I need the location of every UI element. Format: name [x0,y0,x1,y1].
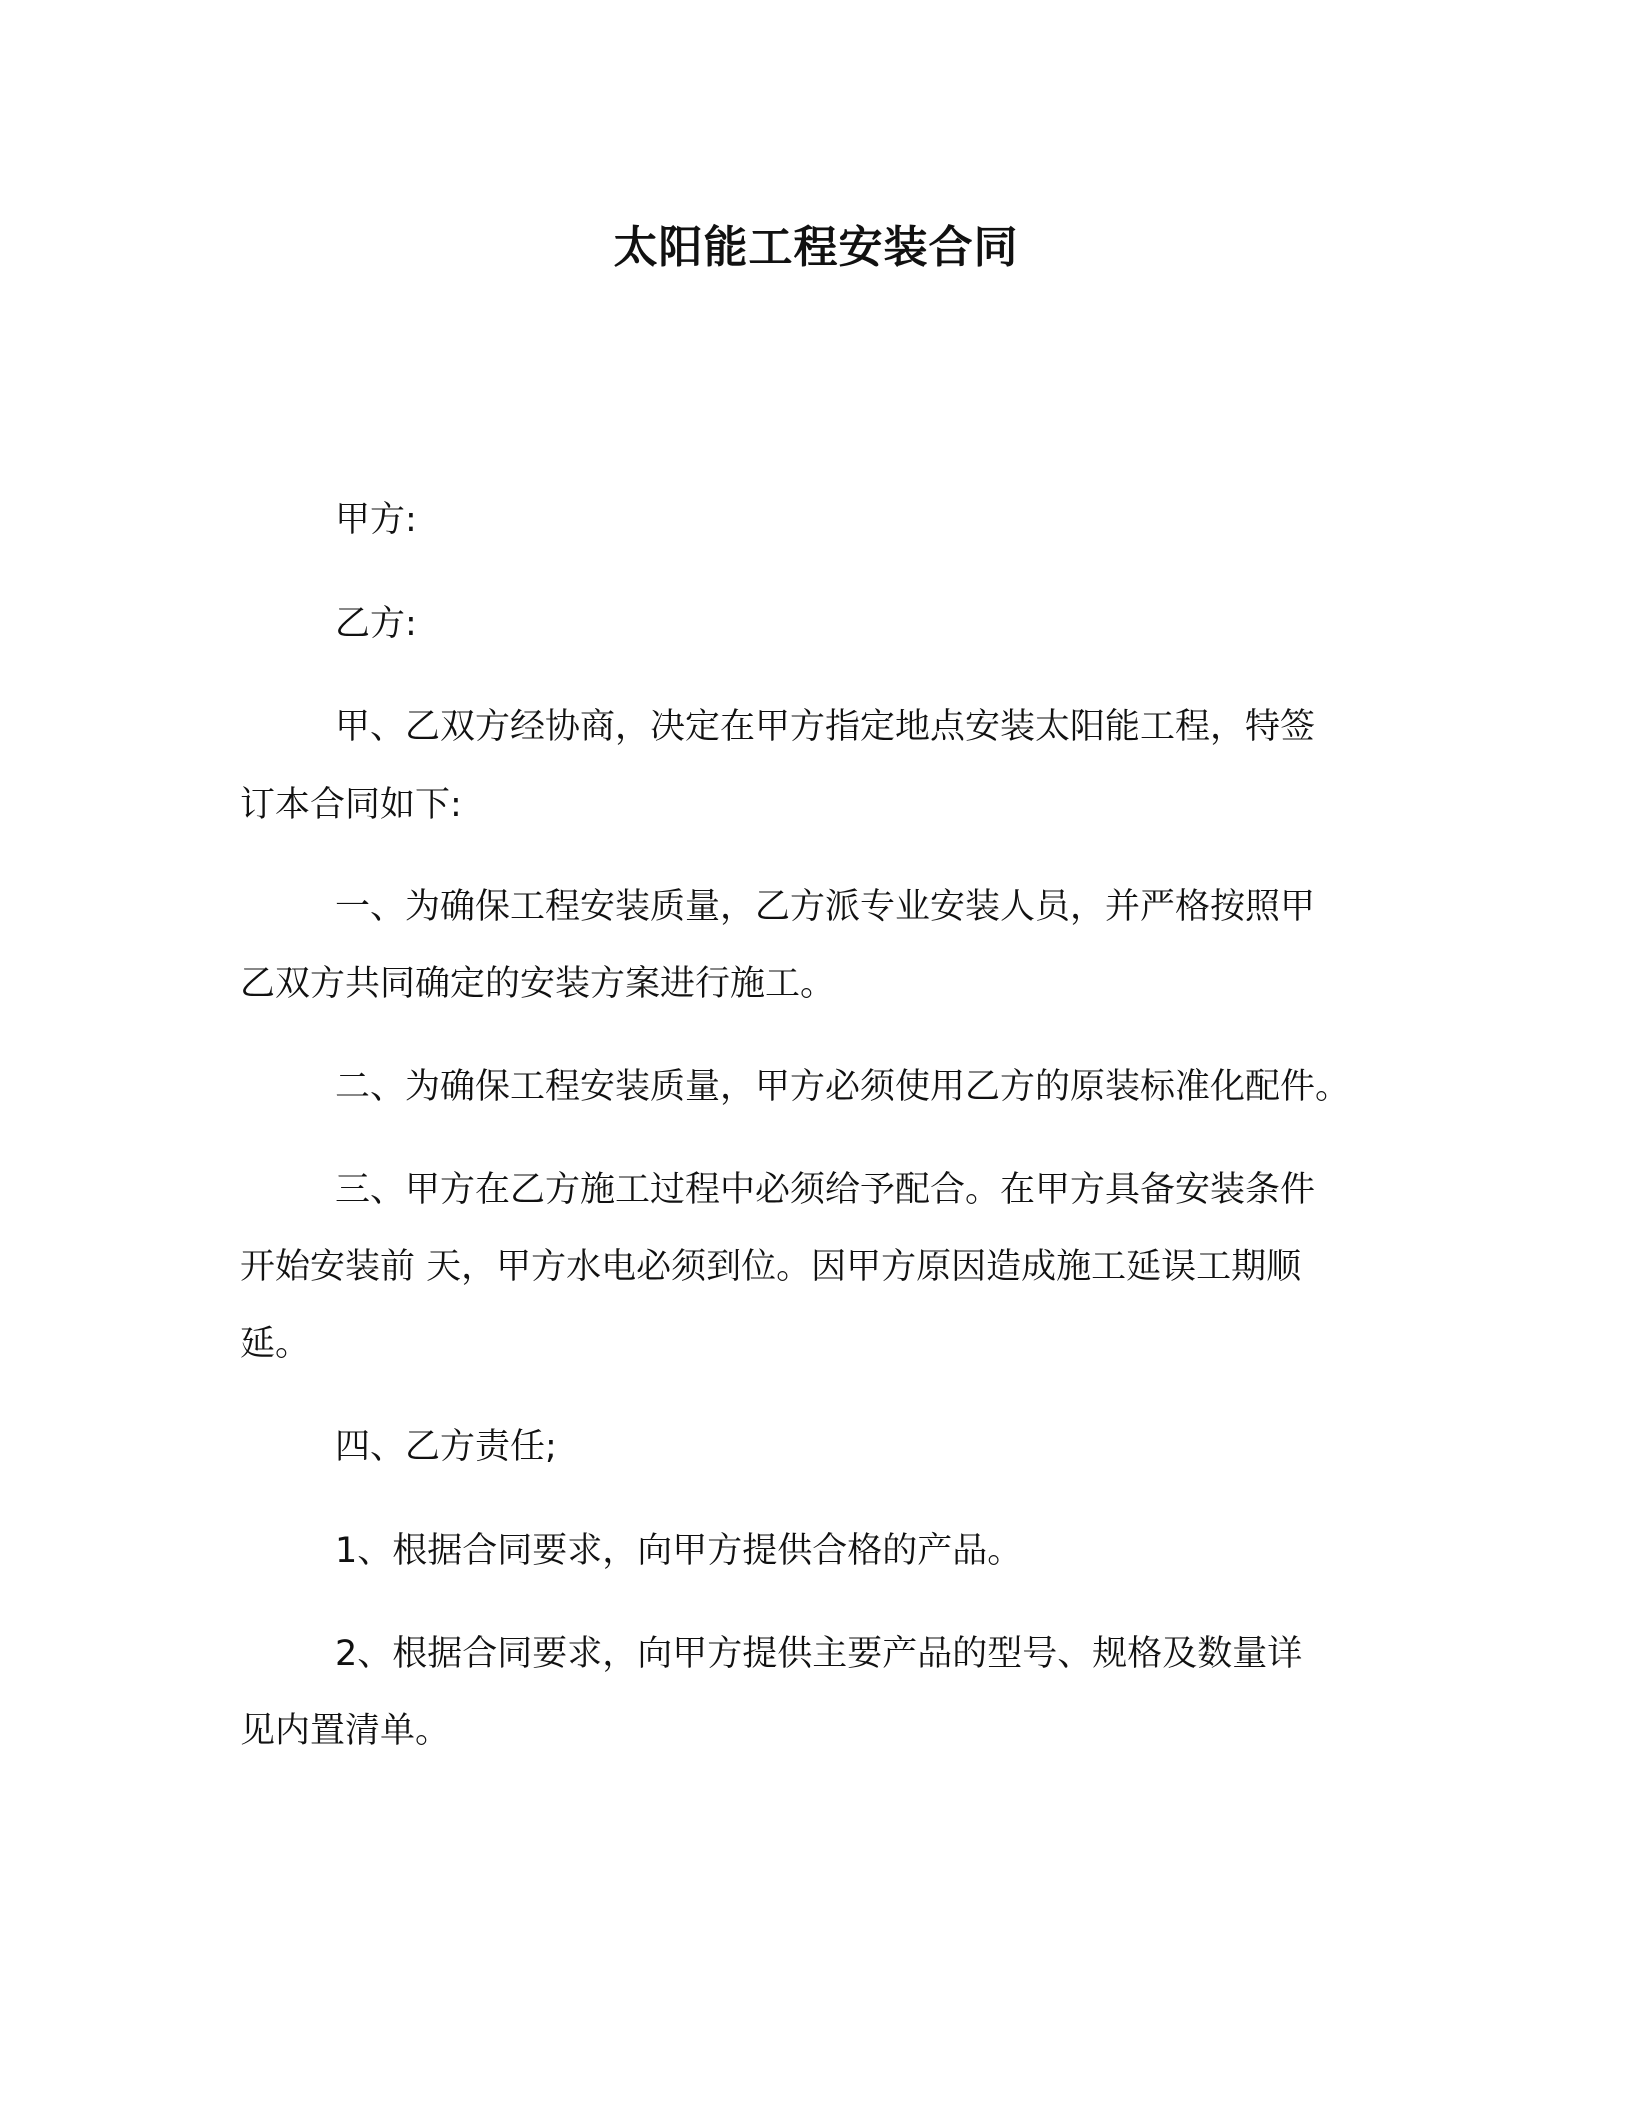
item-2-line-1: 2、根据合同要求，向甲方提供主要产品的型号、规格及数量详 [335,1634,1303,1674]
clause-3-line-3: 延。 [240,1324,311,1364]
item-1-line-1: 1、根据合同要求，向甲方提供合格的产品。 [335,1531,1023,1571]
clause-1-line-2: 乙双方共同确定的安装方案进行施工。 [240,964,836,1004]
document-title: 太阳能工程安装合同 [613,222,1019,273]
clause-3-line-1: 三、甲方在乙方施工过程中必须给予配合。在甲方具备安装条件 [335,1170,1316,1210]
intro-line-2: 订本合同如下: [240,785,462,825]
party-a-label: 甲方: [335,500,417,540]
clause-3-line-2: 开始安装前 天，甲方水电必须到位。因甲方原因造成施工延误工期顺 [240,1247,1302,1287]
item-2-line-2: 见内置清单。 [240,1711,451,1751]
clause-2-line-1: 二、为确保工程安装质量，甲方必须使用乙方的原装标准化配件。 [335,1067,1351,1107]
clause-1-line-1: 一、为确保工程安装质量，乙方派专业安装人员，并严格按照甲 [335,887,1316,927]
clause-4-heading: 四、乙方责任; [335,1427,557,1467]
intro-line-1: 甲、乙双方经协商，决定在甲方指定地点安装太阳能工程，特签 [335,707,1316,747]
party-b-label: 乙方: [335,604,417,644]
